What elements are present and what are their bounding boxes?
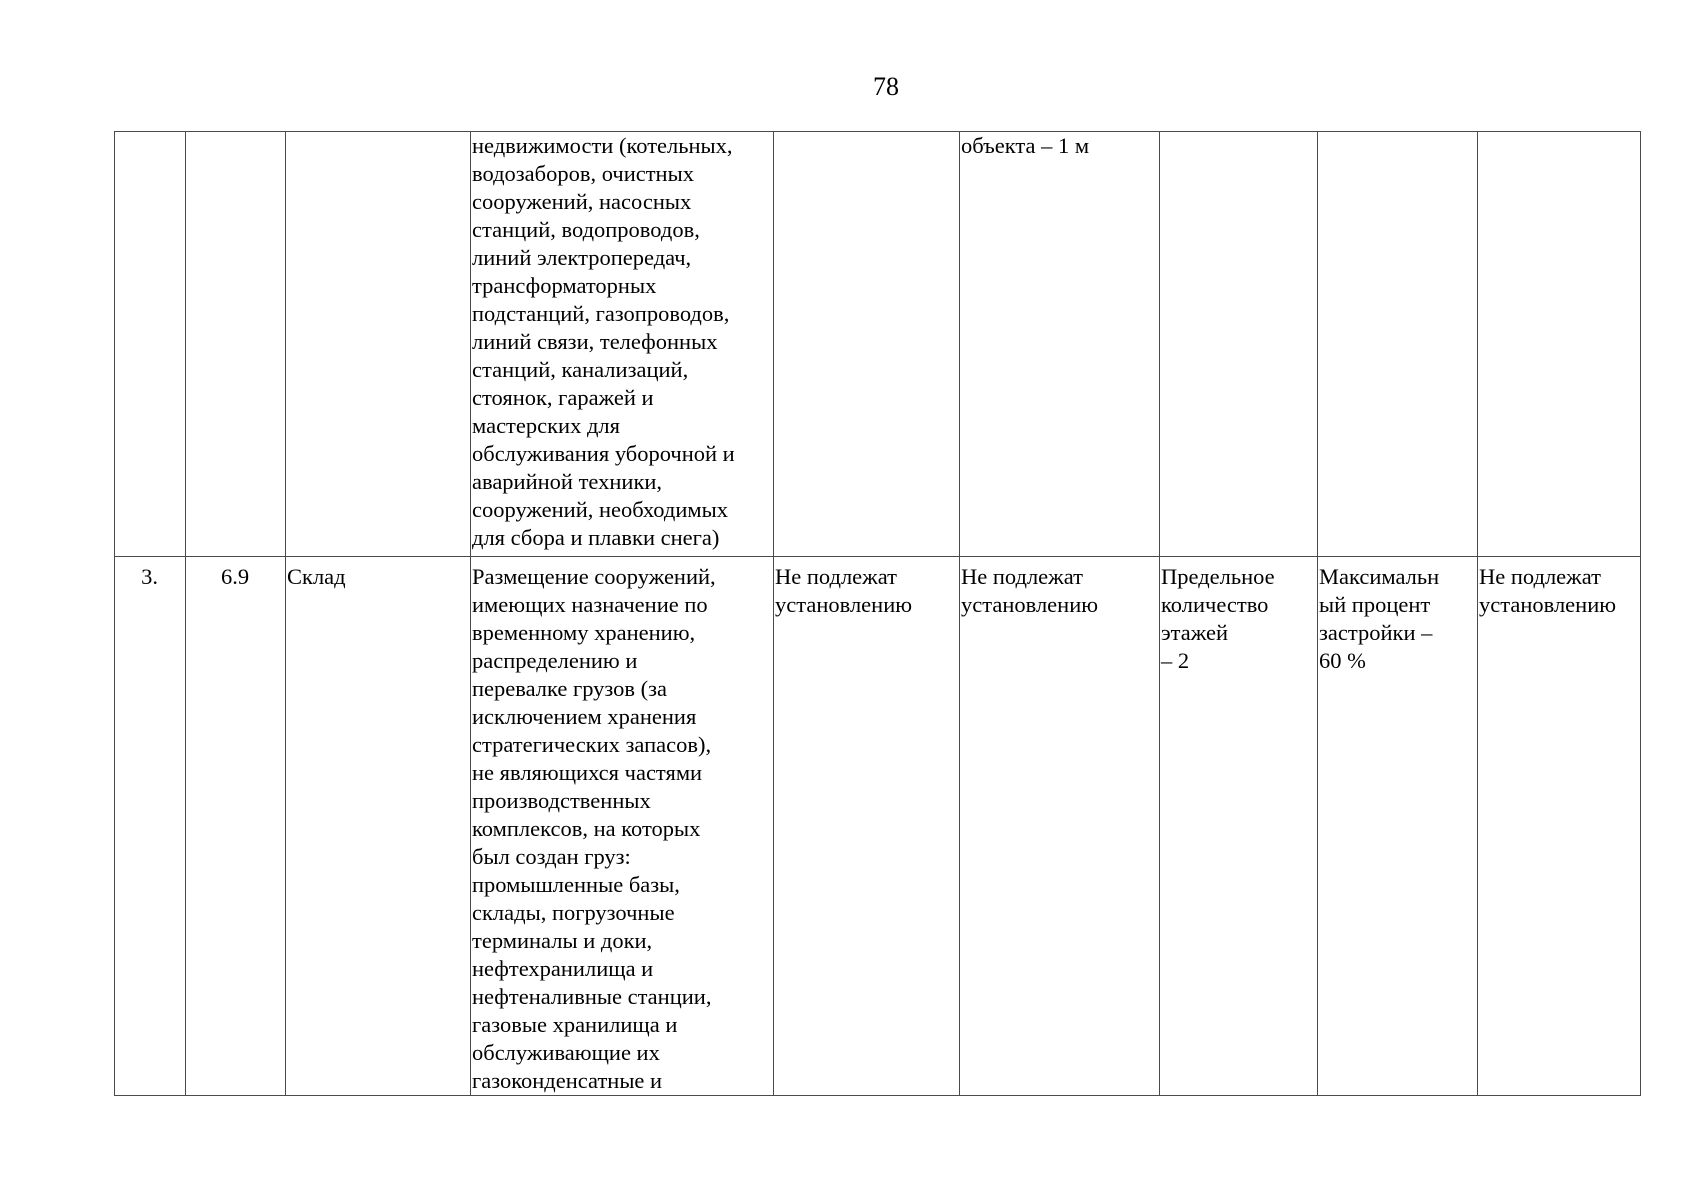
setback-cell [960,557,1160,1096]
cell-text: 3. [141,564,158,589]
row-number-cell [115,132,186,557]
cell-text-line: Не подлежат [1479,564,1601,589]
cell-text-line: не являющихся частями [472,760,703,785]
cell-text-line: Не подлежат [775,564,897,589]
cell-text-line: газовые хранилища и [472,1012,678,1037]
cell-text-line: нефтехранилища и [472,956,654,981]
cell-text-line: стоянок, гаражей и [472,385,654,410]
max-coverage-cell [1318,557,1478,1096]
min-lot-size-cell [774,557,960,1096]
cell-text-line: количество [1161,592,1269,617]
cell-text-line: – 2 [1161,648,1190,673]
cell-text-line: ый процент [1319,592,1431,617]
table-row [115,132,1641,557]
cell-text-line: перевалке грузов (за [472,676,668,701]
cell-text-line: водозаборов, очистных [472,161,694,186]
cell-text-line: обслуживающие их [472,1040,660,1065]
cell-text-line: установлению [1479,592,1617,617]
cell-text-line: этажей [1161,620,1229,645]
table-body [115,132,1641,1096]
cell-text-line: объекта – 1 м [961,133,1090,158]
cell-text-line: газоконденсатные и [472,1068,663,1093]
cell-text-line: терминалы и доки, [472,928,653,953]
cell-text-line: недвижимости (котельных, [472,133,733,158]
max-floors-cell [1160,132,1318,557]
setback-cell [960,132,1160,557]
min-lot-size-cell [774,132,960,557]
cell-text-line: линий электропередач, [472,245,692,270]
cell-text-line: комплексов, на которых [472,816,701,841]
cell-text-line: станций, водопроводов, [472,217,700,242]
code-cell [186,557,286,1096]
cell-text: 6.9 [220,564,250,589]
cell-text-line: установлению [961,592,1099,617]
cell-text-line: трансформаторных [472,273,657,298]
code-cell [186,132,286,557]
cell-text-line: исключением хранения [472,704,697,729]
cell-text-line: имеющих назначение по [472,592,708,617]
cell-text-line: стратегических запасов), [472,732,712,757]
description-cell [471,557,774,1096]
cell-text-line: производственных [472,788,651,813]
description-cell [471,132,774,557]
page-number: 78 [873,72,899,101]
cell-text-line: аварийной техники, [472,469,663,494]
max-coverage-cell [1318,132,1478,557]
regulations-table [114,131,1641,1096]
max-floors-cell [1160,557,1318,1096]
cell-text-line: временному хранению, [472,620,696,645]
cell-text-line: нефтеналивные станции, [472,984,712,1009]
cell-text-line: обслуживания уборочной и [472,441,735,466]
cell-text-line: Предельное [1161,564,1275,589]
cell-text-line: сооружений, насосных [472,189,692,214]
cell-text-line: линий связи, телефонных [472,329,718,354]
cell-text-line: склады, погрузочные [472,900,675,925]
cell-text-line: станций, канализаций, [472,357,689,382]
cell-text-line: Не подлежат [961,564,1083,589]
cell-text-line: для сбора и плавки снега) [472,525,720,550]
cell-text-line: установлению [775,592,913,617]
cell-text-line: подстанций, газопроводов, [472,301,730,326]
cell-text-line: сооружений, необходимых [472,497,728,522]
other-params-cell [1478,557,1641,1096]
cell-text-line: распределению и [472,648,638,673]
cell-text-line: был создан груз: [472,844,631,869]
cell-text-line: промышленные базы, [472,872,680,897]
row-number-cell [115,557,186,1096]
cell-text: Склад [287,564,346,589]
cell-text-line: Размещение сооружений, [472,564,716,589]
cell-text-line: застройки – [1319,620,1433,645]
use-name-cell [286,132,471,557]
cell-text-line: мастерских для [472,413,620,438]
cell-text-line: 60 % [1319,648,1366,673]
use-name-cell [286,557,471,1096]
cell-text-line: Максимальн [1319,564,1440,589]
table-row [115,557,1641,1096]
other-params-cell [1478,132,1641,557]
